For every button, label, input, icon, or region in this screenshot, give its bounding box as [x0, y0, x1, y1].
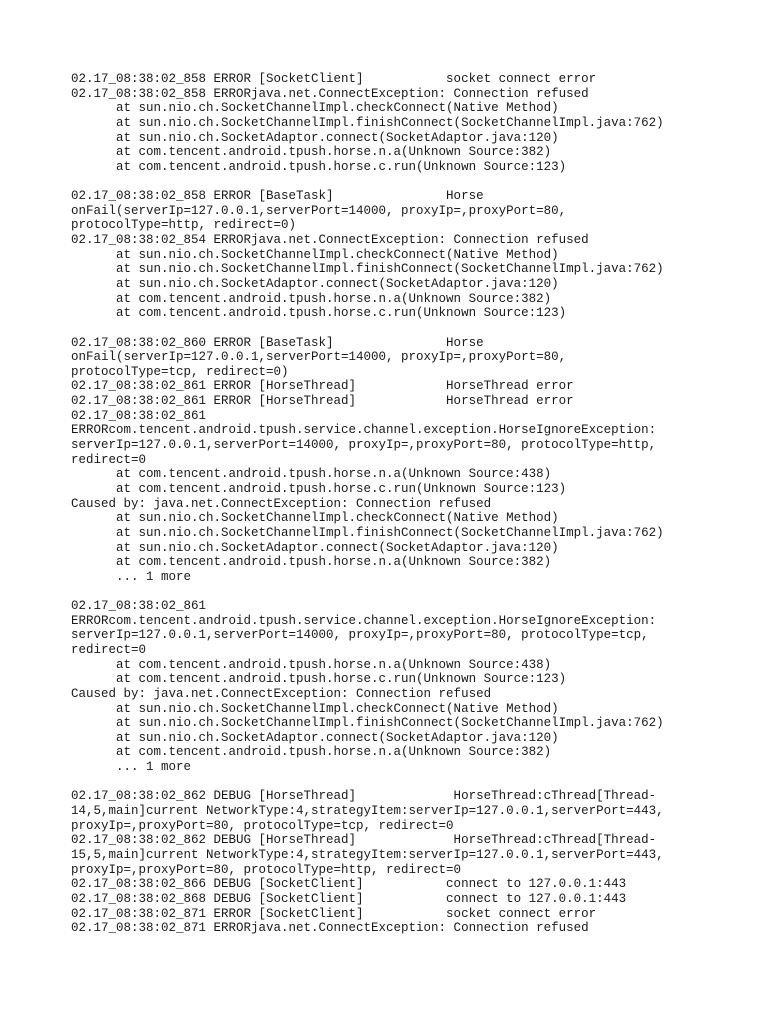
- log-line: at sun.nio.ch.SocketChannelImpl.finishConnect(SocketChannelImpl.java:762): [71, 115, 664, 130]
- log-line: at sun.nio.ch.SocketAdaptor.connect(SocketAdaptor.java:120): [71, 276, 559, 291]
- log-line: at sun.nio.ch.SocketChannelImpl.finishConnect(SocketChannelImpl.java:762): [71, 262, 664, 277]
- log-line: 02.17_08:38:02_871 ERRORjava.net.ConnectException: Connection refused: [71, 921, 589, 936]
- log-line: at com.tencent.android.tpush.horse.n.a(Unknown Source:438): [71, 657, 552, 672]
- log-line: redirect=0: [71, 452, 147, 467]
- log-line: at com.tencent.android.tpush.horse.c.run(Unknown Source:123): [71, 159, 567, 174]
- log-line: 14,5,main]current NetworkType:4,strategyItem:serverIp=127.0.0.1,serverPort=443,: [71, 804, 664, 819]
- log-line: protocolType=tcp, redirect=0): [71, 364, 289, 379]
- log-line: 02.17_08:38:02_861 ERROR [HorseThread] HorseThread error: [71, 394, 574, 409]
- log-line: 02.17_08:38:02_861 ERROR [HorseThread] HorseThread error: [71, 379, 574, 394]
- log-line: at sun.nio.ch.SocketAdaptor.connect(SocketAdaptor.java:120): [71, 730, 559, 745]
- log-line: protocolType=http, redirect=0): [71, 218, 297, 233]
- log-line: serverIp=127.0.0.1,serverPort=14000, proxyIp=,proxyPort=80, protocolType=http,: [71, 438, 657, 453]
- log-document: [71, 72, 761, 936]
- log-line: at sun.nio.ch.SocketChannelImpl.finishConnect(SocketChannelImpl.java:762): [71, 525, 664, 540]
- log-line: onFail(serverIp=127.0.0.1,serverPort=14000, proxyIp=,proxyPort=80,: [71, 350, 567, 365]
- log-line: 02.17_08:38:02_868 DEBUG [SocketClient] connect to 127.0.0.1:443: [71, 891, 627, 906]
- log-line: at sun.nio.ch.SocketChannelImpl.checkConnect(Native Method): [71, 511, 559, 526]
- log-line: 02.17_08:38:02_858 ERRORjava.net.ConnectException: Connection refused: [71, 86, 589, 101]
- log-line: at com.tencent.android.tpush.horse.n.a(Unknown Source:382): [71, 555, 552, 570]
- log-line: onFail(serverIp=127.0.0.1,serverPort=14000, proxyIp=,proxyPort=80,: [71, 203, 567, 218]
- log-line: ... 1 more: [71, 760, 192, 775]
- log-line: at sun.nio.ch.SocketChannelImpl.finishConnect(SocketChannelImpl.java:762): [71, 716, 664, 731]
- log-line: at sun.nio.ch.SocketChannelImpl.checkConnect(Native Method): [71, 101, 559, 116]
- blank-line: [71, 174, 761, 189]
- log-line: 02.17_08:38:02_858 ERROR [SocketClient] socket connect error: [71, 72, 597, 86]
- log-line: at com.tencent.android.tpush.horse.n.a(Unknown Source:438): [71, 467, 552, 482]
- blank-line: [71, 775, 761, 790]
- log-line: 02.17_08:38:02_854 ERRORjava.net.ConnectException: Connection refused: [71, 233, 589, 248]
- log-line: 02.17_08:38:02_871 ERROR [SocketClient] socket connect error: [71, 906, 597, 921]
- log-line: 15,5,main]current NetworkType:4,strategyItem:serverIp=127.0.0.1,serverPort=443,: [71, 847, 664, 862]
- log-line: at com.tencent.android.tpush.horse.c.run(Unknown Source:123): [71, 481, 567, 496]
- blank-line: [71, 584, 761, 599]
- log-line: at sun.nio.ch.SocketChannelImpl.checkConnect(Native Method): [71, 247, 559, 262]
- log-line: Caused by: java.net.ConnectException: Connection refused: [71, 686, 492, 701]
- log-line: redirect=0: [71, 642, 147, 657]
- log-line: at com.tencent.android.tpush.horse.n.a(Unknown Source:382): [71, 291, 552, 306]
- log-line: ERRORcom.tencent.android.tpush.service.channel.exception.HorseIgnoreException:: [71, 423, 657, 438]
- log-line: at sun.nio.ch.SocketChannelImpl.checkConnect(Native Method): [71, 701, 559, 716]
- log-line: Caused by: java.net.ConnectException: Connection refused: [71, 496, 492, 511]
- log-line: 02.17_08:38:02_861: [71, 599, 207, 614]
- log-line: at com.tencent.android.tpush.horse.c.run(Unknown Source:123): [71, 672, 567, 687]
- log-line: ... 1 more: [71, 569, 192, 584]
- log-line: ERRORcom.tencent.android.tpush.service.channel.exception.HorseIgnoreException:: [71, 613, 657, 628]
- log-line: serverIp=127.0.0.1,serverPort=14000, proxyIp=,proxyPort=80, protocolType=tcp,: [71, 628, 649, 643]
- log-line: 02.17_08:38:02_862 DEBUG [HorseThread] HorseThread:cThread[Thread-: [71, 833, 657, 848]
- log-line: at sun.nio.ch.SocketAdaptor.connect(SocketAdaptor.java:120): [71, 540, 559, 555]
- log-line: 02.17_08:38:02_858 ERROR [BaseTask] Horse: [71, 189, 484, 204]
- log-line: at sun.nio.ch.SocketAdaptor.connect(SocketAdaptor.java:120): [71, 130, 559, 145]
- log-line: at com.tencent.android.tpush.horse.n.a(Unknown Source:382): [71, 145, 552, 160]
- log-line: at com.tencent.android.tpush.horse.n.a(Unknown Source:382): [71, 745, 552, 760]
- log-line: proxyIp=,proxyPort=80, protocolType=tcp, redirect=0: [71, 818, 454, 833]
- log-line: 02.17_08:38:02_866 DEBUG [SocketClient] connect to 127.0.0.1:443: [71, 877, 627, 892]
- log-line: 02.17_08:38:02_860 ERROR [BaseTask] Horse: [71, 335, 484, 350]
- log-line: 02.17_08:38:02_861: [71, 408, 207, 423]
- log-line: proxyIp=,proxyPort=80, protocolType=http, redirect=0: [71, 862, 462, 877]
- log-line: 02.17_08:38:02_862 DEBUG [HorseThread] HorseThread:cThread[Thread-: [71, 789, 657, 804]
- log-line: at com.tencent.android.tpush.horse.c.run(Unknown Source:123): [71, 306, 567, 321]
- blank-line: [71, 321, 761, 336]
